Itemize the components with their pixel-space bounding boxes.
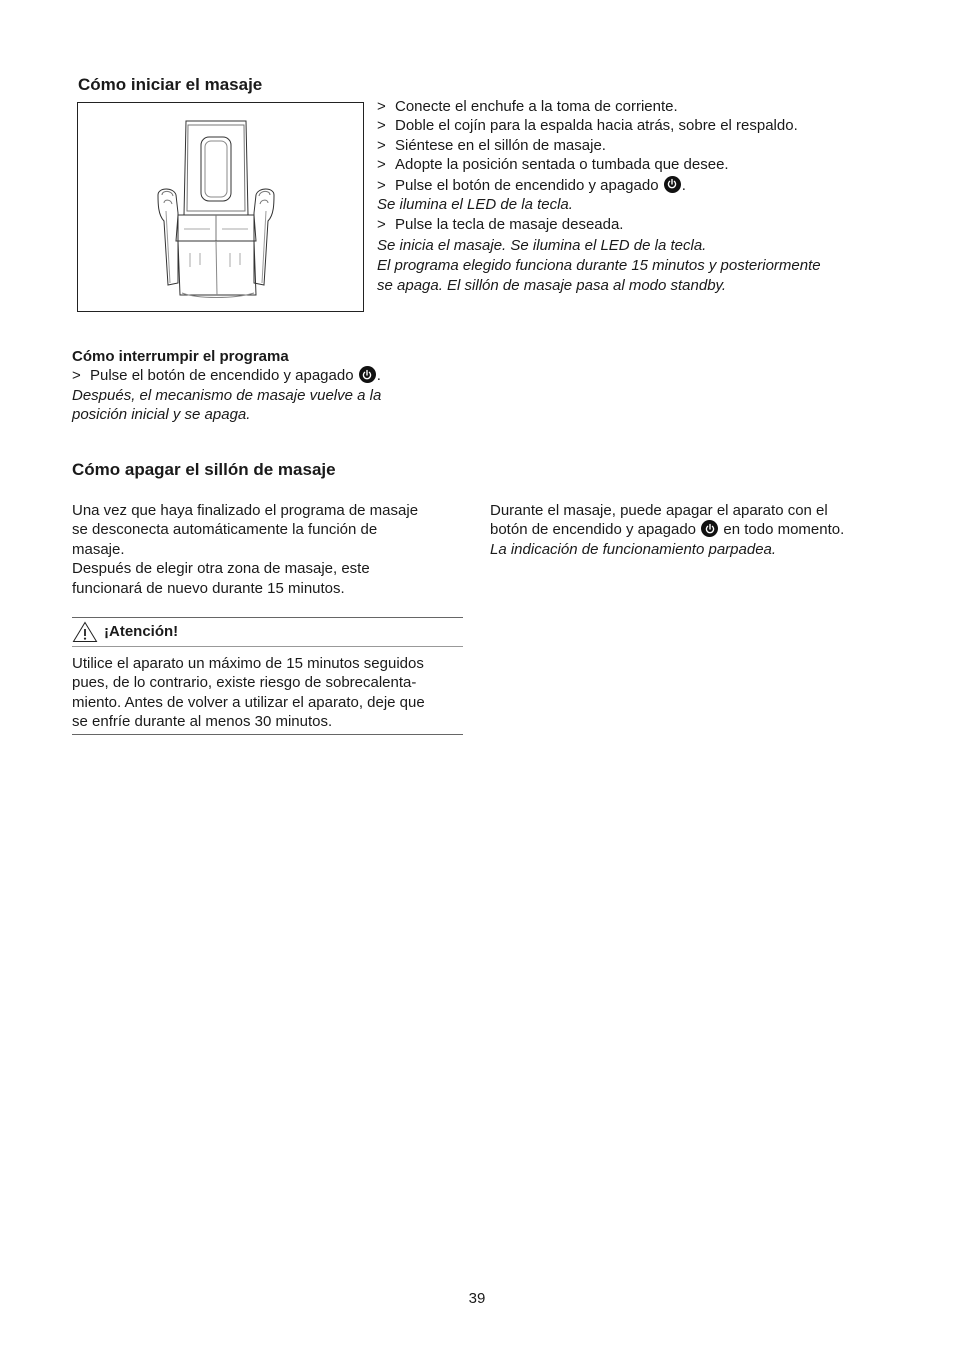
step-item: > Siéntese en el sillón de masaje. [377, 136, 606, 154]
warning-line: pues, de lo contrario, existe riesgo de sobrecalenta- [72, 674, 417, 692]
off-text-line: masaje. [72, 540, 125, 558]
massage-chair-drawing [78, 103, 363, 311]
off-right-line: Durante el masaje, puede apagar el aparato con el [490, 502, 828, 519]
page-number: 39 [468, 1290, 486, 1307]
start-steps [377, 97, 897, 295]
interrupt-section [72, 347, 472, 425]
result-note: Se inicia el masaje. Se ilumina el LED de la tecla. [377, 236, 707, 254]
section-title-interrupt: Cómo interrumpir el programa [72, 348, 289, 365]
power-button-icon [359, 366, 376, 383]
step-item: > Pulse la tecla de masaje deseada. [377, 216, 624, 234]
step-item: > Conecte el enchufe a la toma de corriente. [377, 98, 678, 115]
led-note: Se ilumina el LED de la tecla. [377, 196, 573, 214]
program-note: se apaga. El sillón de masaje pasa al modo standby. [377, 276, 727, 294]
off-right-note: La indicación de funcionamiento parpadea. [490, 540, 777, 558]
off-text-line: Después de elegir otra zona de masaje, este [72, 560, 370, 578]
interrupt-note: posición inicial y se apaga. [72, 406, 251, 424]
step-item: > Doble el cojín para la espalda hacia atrás, sobre el respaldo. [377, 117, 798, 135]
section-title-start: Cómo iniciar el masaje [78, 75, 263, 94]
step-item: > Adopte la posición sentada o tumbada que desee. [377, 156, 729, 174]
step-item: > Pulse el botón de encendido y apagado . [377, 176, 686, 194]
section-title-off: Cómo apagar el sillón de masaje [72, 460, 336, 479]
warning-header [72, 621, 178, 643]
warning-top-rule [72, 617, 463, 618]
off-left-column [72, 501, 464, 598]
warning-line: Utilice el aparato un máximo de 15 minutos seguidos [72, 655, 424, 672]
off-text-line: funcionará de nuevo durante 15 minutos. [72, 579, 345, 597]
off-text-line: Una vez que haya finalizado el programa de masaje [72, 502, 419, 519]
power-button-icon [664, 176, 681, 193]
warning-line: se enfríe durante al menos 30 minutos. [72, 713, 333, 731]
chair-figure [77, 102, 364, 312]
warning-title: ¡Atención! [104, 623, 179, 641]
warning-bottom-rule [72, 734, 463, 735]
warning-header-rule [72, 646, 463, 647]
warning-triangle-icon [72, 621, 98, 643]
warning-body [72, 654, 464, 732]
power-button-icon [701, 520, 718, 537]
off-text-line: se desconecta automáticamente la función de [72, 521, 378, 539]
interrupt-step: > Pulse el botón de encendido y apagado . [72, 367, 381, 385]
warning-line: miento. Antes de volver a utilizar el aparato, deje que [72, 693, 425, 711]
off-right-column [490, 501, 890, 559]
program-note: El programa elegido funciona durante 15 minutos y posteriormente [377, 257, 821, 275]
interrupt-note: Después, el mecanismo de masaje vuelve a la [72, 386, 382, 404]
off-right-line: botón de encendido y apagado en todo momento. [490, 521, 845, 539]
